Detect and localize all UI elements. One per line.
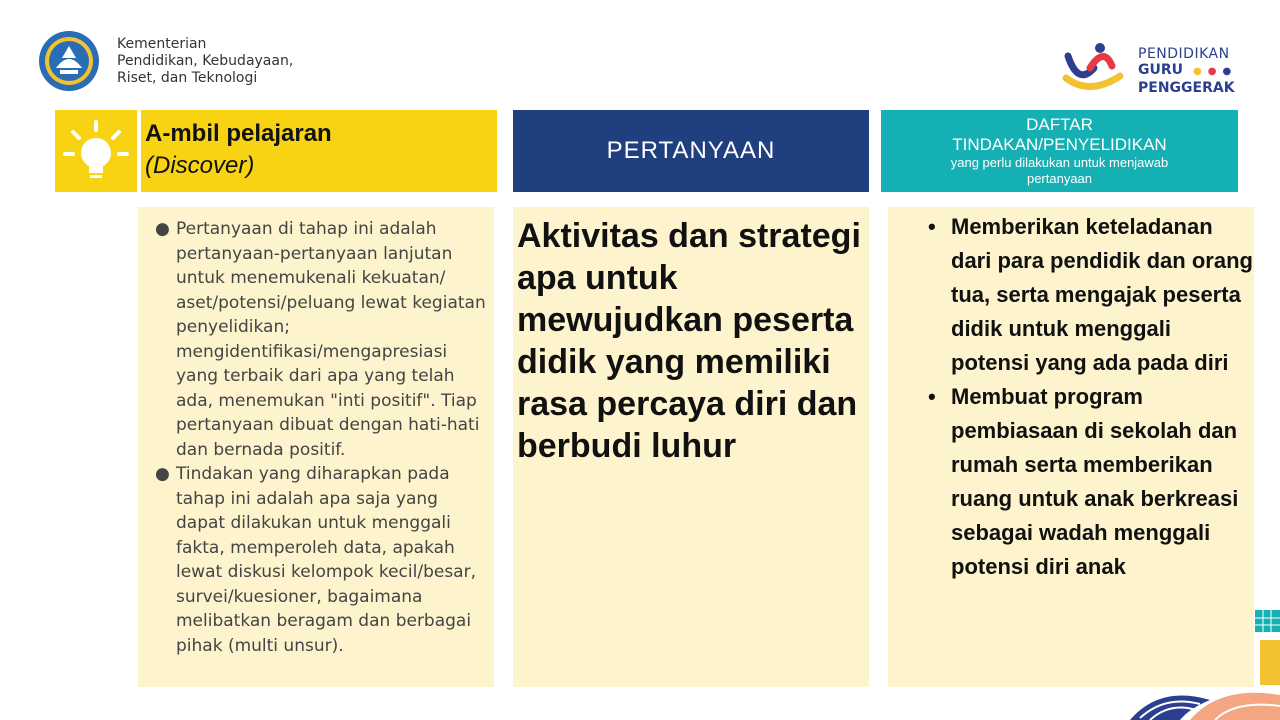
actions-item-text: Memberikan keteladanan dari para pendidik dan orang tua, serta mengajak peserta didik untuk menggali potensi yang ada pada diri bbox=[951, 214, 1253, 375]
program-line-2-row bbox=[1138, 62, 1237, 80]
bullet-icon: • bbox=[928, 214, 936, 239]
ministry-line-1: Kementerian bbox=[117, 36, 207, 52]
actions-header-line-3: yang perlu dilakukan untuk menjawab bbox=[950, 155, 1169, 170]
actions-item-text: Membuat program pembiasaan di sekolah dan rumah serta memberikan ruang untuk anak berkreasi sebagai wadah menggali potensi diri anak bbox=[951, 384, 1239, 579]
question-header: PERTANYAAN bbox=[513, 110, 869, 192]
bullet-icon: ● bbox=[155, 464, 170, 484]
ministry-name bbox=[117, 36, 293, 87]
lightbulb-icon bbox=[55, 110, 137, 192]
program-dots: ●●● bbox=[1193, 66, 1238, 77]
program-line-1: PENDIDIKAN bbox=[1138, 46, 1230, 62]
actions-header-line-2: TINDAKAN/PENYELIDIKAN bbox=[952, 135, 1167, 154]
actions-header bbox=[881, 110, 1238, 192]
program-name bbox=[1138, 46, 1237, 96]
discover-title-sub: (Discover) bbox=[145, 152, 255, 179]
actions-header-line-1: DAFTAR bbox=[1026, 115, 1093, 134]
header-divider bbox=[137, 110, 141, 192]
list-item bbox=[155, 217, 490, 462]
discover-title bbox=[145, 120, 332, 180]
list-item bbox=[928, 210, 1253, 380]
actions-list bbox=[928, 210, 1253, 584]
discover-item-text: Pertanyaan di tahap ini adalah pertanyaan-pertanyaan lanjutan untuk menemukenali kekuatan/ aset/potensi/peluang lewat kegiatan penyelidikan; mengidentifikasi/mengapresiasi yang terbaik dari apa yang telah ada, menemukan "inti positif". Tiap pertanyaan dibuat dengan hati-hati dan bernada positif. bbox=[176, 219, 486, 460]
ministry-logo bbox=[38, 30, 100, 92]
list-item bbox=[155, 462, 490, 658]
program-line-2: GURU bbox=[1138, 62, 1184, 78]
decorative-corner bbox=[1130, 600, 1280, 720]
discover-list bbox=[155, 217, 490, 658]
actions-header-line-4: pertanyaan bbox=[1026, 171, 1093, 186]
guru-penggerak-logo bbox=[1060, 38, 1130, 98]
discover-title-main: A-mbil pelajaran bbox=[145, 120, 332, 147]
program-line-3: PENGGERAK bbox=[1138, 80, 1235, 96]
question-text: Aktivitas dan strategi apa untuk mewujudkan peserta didik yang memiliki rasa percaya diri dan berbudi luhur bbox=[517, 217, 861, 465]
bullet-icon: ● bbox=[155, 219, 170, 239]
bullet-icon: • bbox=[928, 384, 936, 409]
list-item bbox=[928, 380, 1253, 584]
lightbulb-tile bbox=[55, 110, 137, 192]
ministry-line-2: Pendidikan, Kebudayaan, bbox=[117, 53, 294, 69]
ministry-line-3: Riset, dan Teknologi bbox=[117, 70, 258, 86]
discover-item-text: Tindakan yang diharapkan pada tahap ini adalah apa saja yang dapat dilakukan untuk menggali fakta, memperoleh data, apakah lewat diskusi kelompok kecil/besar, survei/kuesioner, bagaimana melibatkan beragam dan berbagai pihak (multi unsur). bbox=[176, 464, 476, 656]
